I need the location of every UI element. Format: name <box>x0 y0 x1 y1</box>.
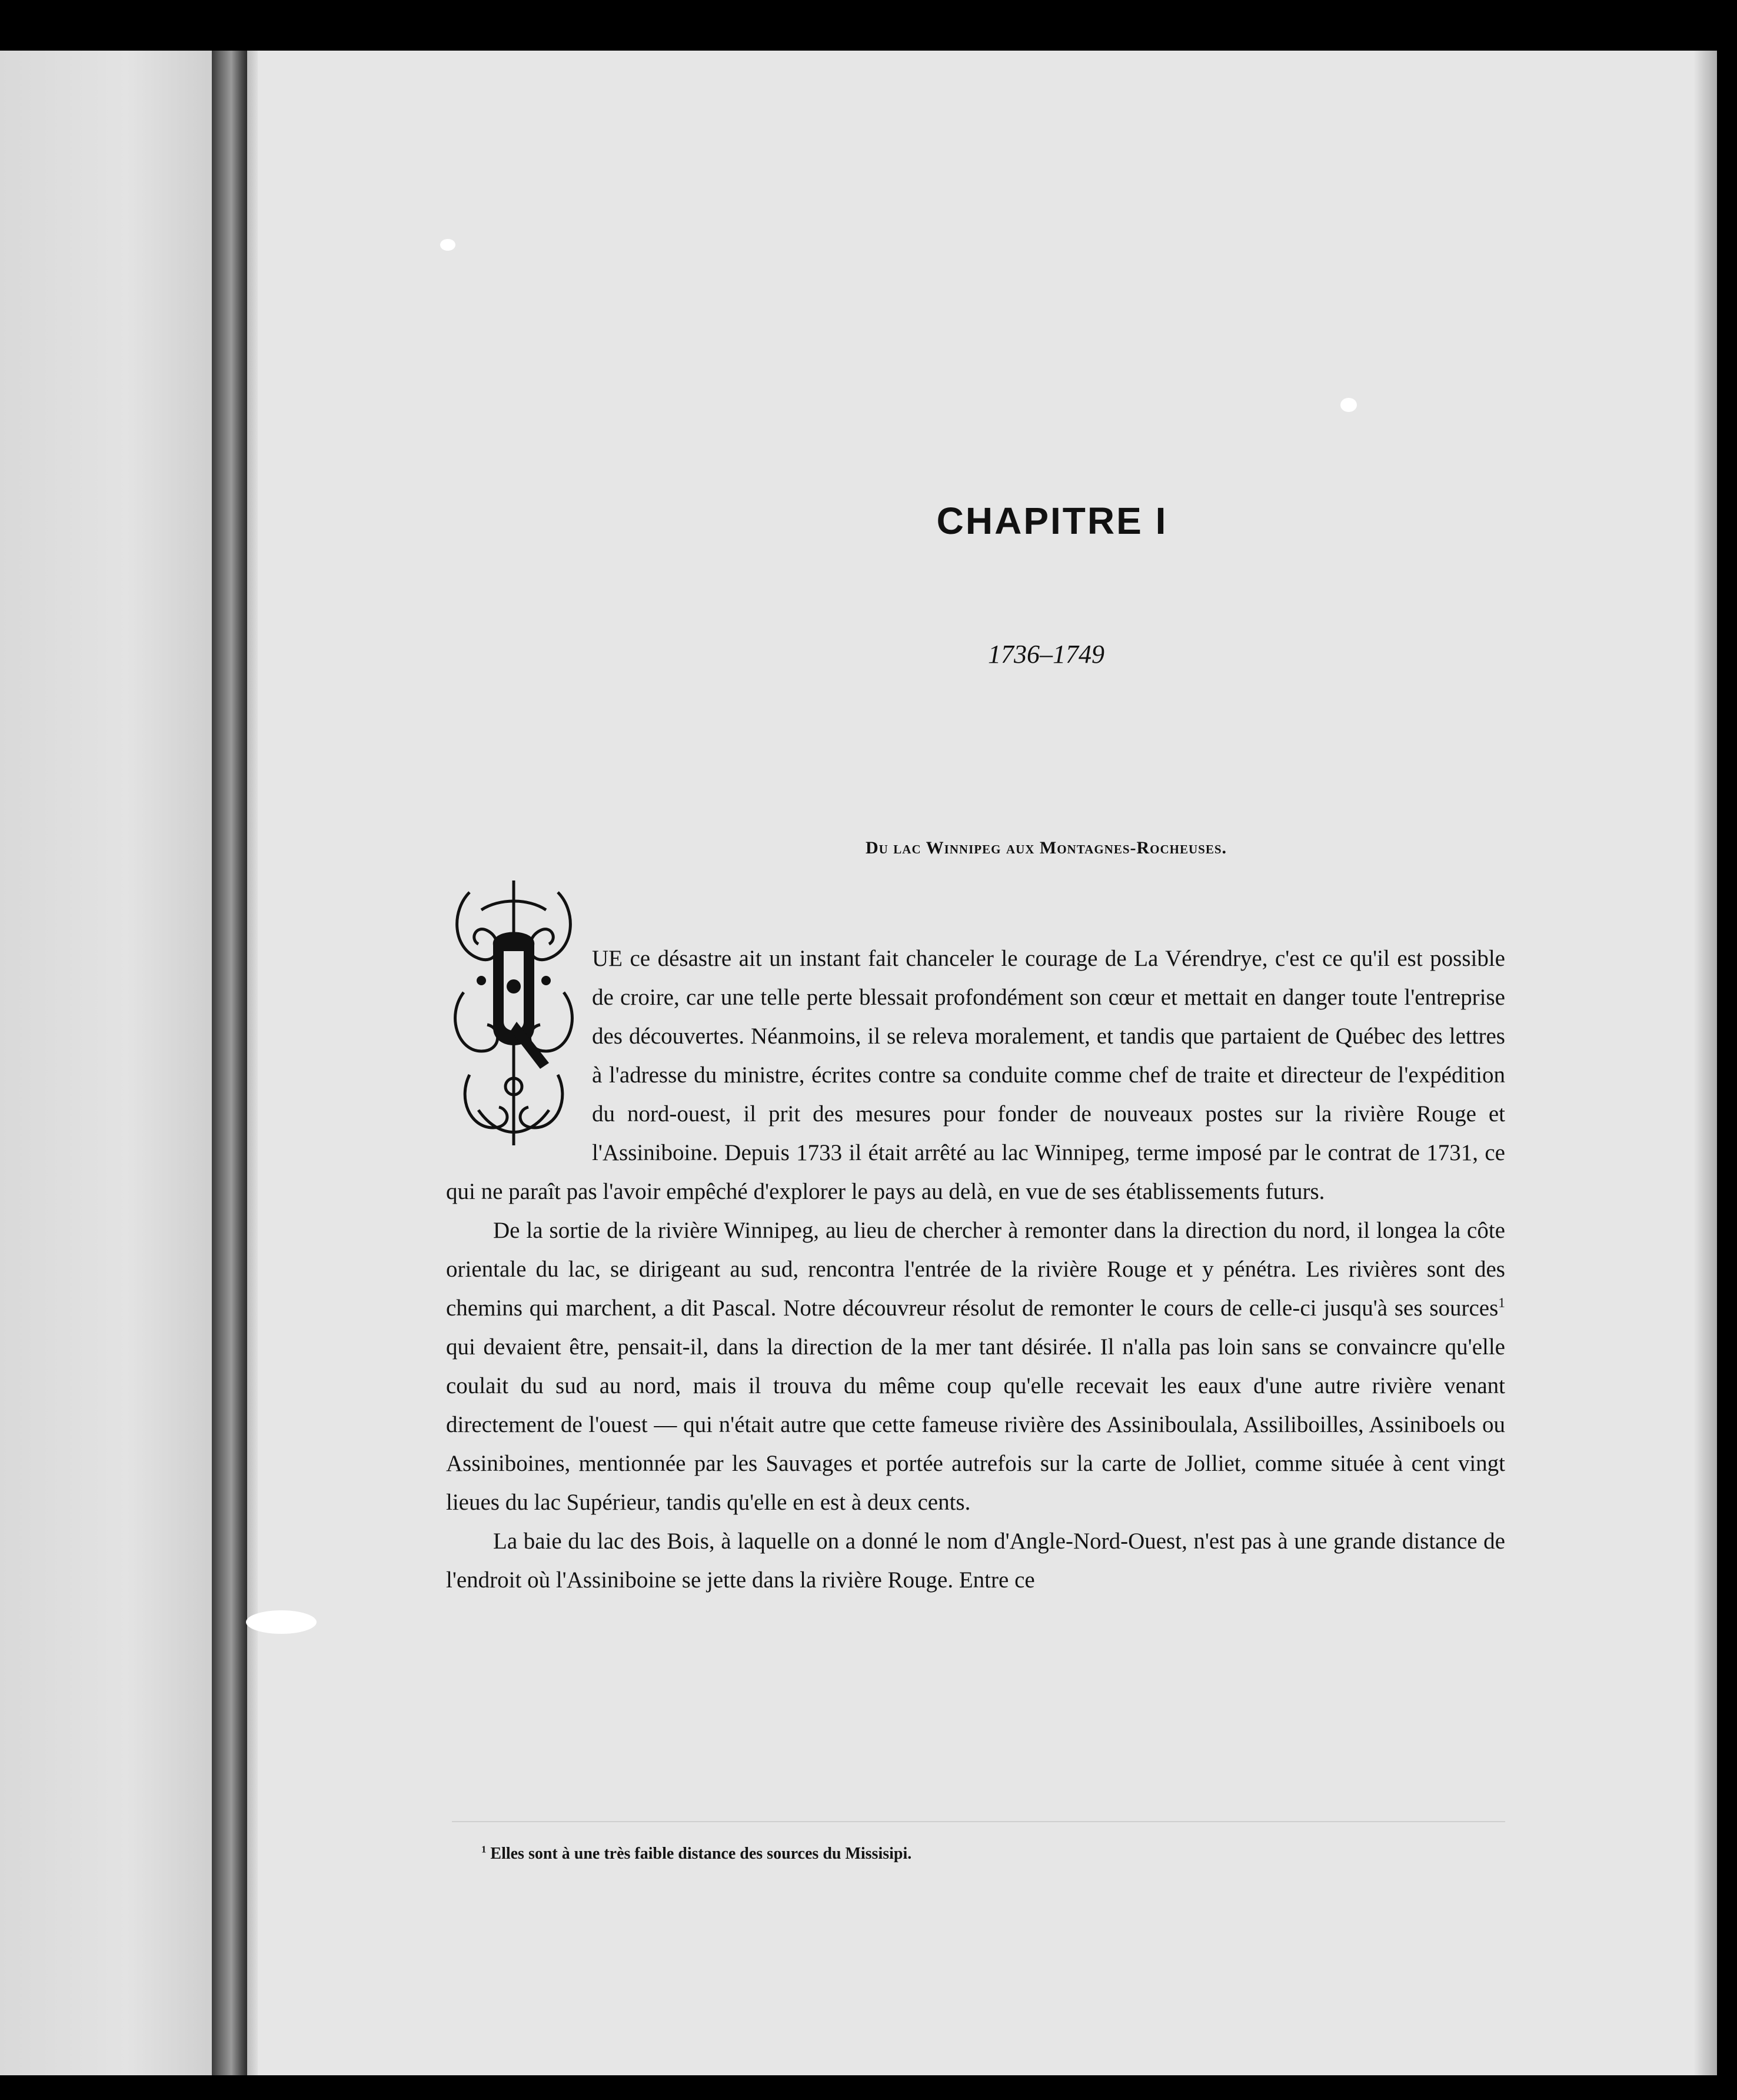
chapter-subtitle: Du lac Winnipeg aux Montagnes-Rocheuses. <box>865 838 1227 858</box>
footnote-marker: 1 <box>481 1843 487 1855</box>
book-page <box>258 51 1717 2075</box>
chapter-years: 1736–1749 <box>988 640 1104 669</box>
scan-speck <box>440 239 455 251</box>
first-word-rest: UE <box>592 946 623 971</box>
paragraph-1 <box>446 939 1505 1211</box>
footnote-divider <box>452 1821 1505 1822</box>
gutter-edge <box>247 51 258 2075</box>
paragraph-3-text: La baie du lac des Bois, à laquelle on a donné le nom d'Angle-Nord-Ouest, n'est pas à une grande distance de l'endroit où l'Assiniboine se jette dans la rivière Rouge. Entre ce <box>446 1529 1505 1593</box>
page-shadow <box>1693 51 1717 2075</box>
body-text <box>446 939 1505 1600</box>
paragraph-2-text-b: qui devaient être, pensait-il, dans la direction de la mer tant désirée. Il n'alla pas loin sans se convaincre qu'elle coulait du sud au nord, mais il trouva du même coup qu'elle recevait les eaux d'une autre rivière venant directement de l'ouest — qui n'était autre que cette fameuse rivière des Assiniboulala, Assiliboilles, Assiniboels ou Assiniboines, mentionnée par les Sauvages et portée autrefois sur la carte de Jolliet, comme située à cent vingt lieues du lac Supérieur, tandis qu'elle en est à deux cents. <box>446 1334 1505 1515</box>
chapter-title: CHAPITRE I <box>936 500 1168 542</box>
paragraph-1-text: ce désastre ait un instant fait chanceler le courage de La Vérendrye, c'est ce qu'il est possible de croire, car une telle perte blessait profondément son cœur et mettait en danger toute l'entreprise des découvertes. Néanmoins, il se releva moralement, et tandis que partaient de Québec des lettres à l'adresse du ministre, écrites contre sa conduite comme chef de traite et directeur de l'expédition du nord-ouest, il prit des mesures pour fonder de nouveaux postes sur la rivière Rouge et l'Assiniboine. Depuis 1733 il était arrêté au lac Winnipeg, terme imposé par le contrat de 1731, ce qui ne paraît pas l'avoir empêché d'explorer le pays au delà, en vue de ses établissements futurs. <box>446 946 1505 1204</box>
footnote-text: Elles sont à une très faible distance des sources du Missisipi. <box>490 1845 912 1863</box>
ornamental-dropcap-icon <box>446 875 581 1151</box>
paragraph-2 <box>446 1211 1505 1522</box>
scan-speck <box>246 1610 317 1634</box>
left-page-edge <box>0 51 212 2075</box>
book-gutter <box>212 51 247 2075</box>
footnote-reference: 1 <box>1498 1295 1505 1311</box>
scan-speck <box>1340 398 1357 412</box>
paragraph-2-text-a: De la sortie de la rivière Winnipeg, au lieu de chercher à remonter dans la direction du nord, il longea la côte orientale du lac, se dirigeant au sud, rencontra l'entrée de la rivière Rouge et y pénétra. Les rivières sont des chemins qui marchent, a dit Pascal. Notre découvreur résolut de remonter le cours de celle-ci jusqu'à ses sources <box>446 1218 1505 1321</box>
footnote <box>481 1845 911 1863</box>
paragraph-3 <box>446 1522 1505 1600</box>
